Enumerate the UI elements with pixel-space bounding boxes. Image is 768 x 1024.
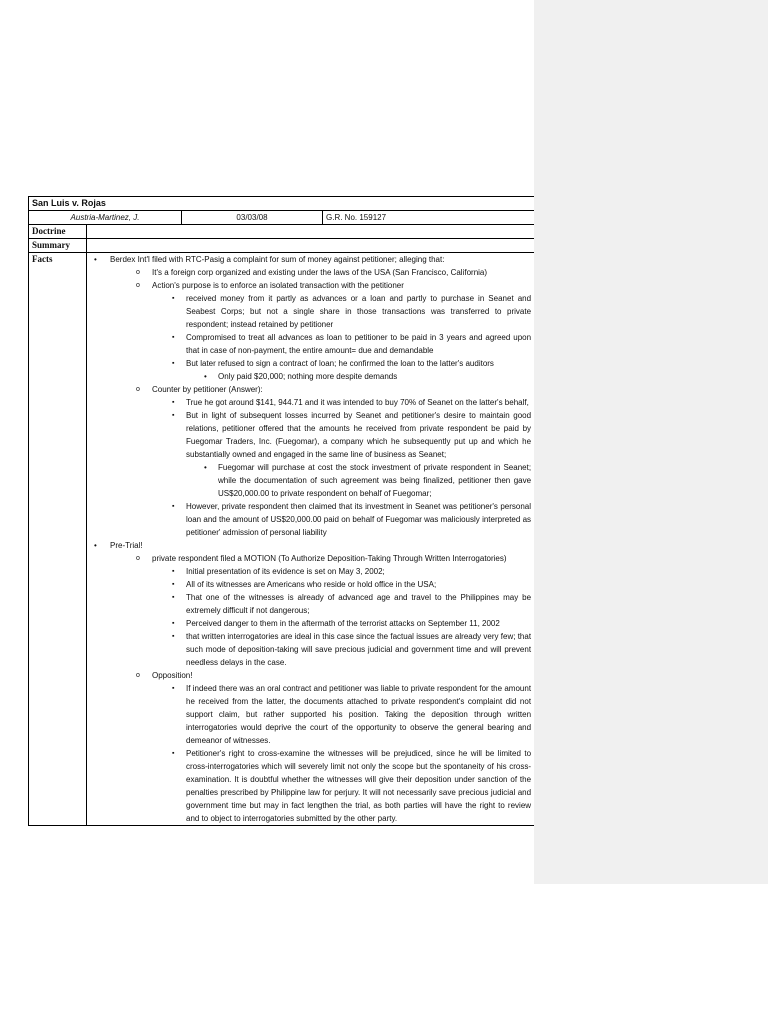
list-item: • Pre-Trial! o private respondent filed a MOTION (To Authorize Deposition-Taking Through Written Interrogatories) ▪ Initial presentation of its evidence is set on May 3, 2002; ▪ All of its witnesses are Americans who reside or hold office in the USA; ▪ That one of the witnesses is already of advanced age and travel to the Philippines may be extremely difficult if not dangerous; ▪ Perceived danger to them in the aftermath of the terrorist attacks on September 11, 2002 ▪ that written interrogatories are ideal in this case since the factual issues are already very few; that such mode of deposition-taking will save precious judicial and government time and will prevent needless delays in the case. o Opposition! ▪ If indeed there was an oral contract and petitioner was liable to private respondent for the amount he received from the latter, the documents attached to private respondent's complaint did not support claim, but rather supported his position. Taking the deposition through written interrogatories would deprive the court of the opportunity to observe the general bearing and demeanor of witnesses. ▪ Petitioner's right to cross-examine the witnesses will be prejudiced, since he will be limited to cross-interrogatories which will severely limit not only the scope but the spontaneity of his cross-examination. It is doubtful whether the witnesses will give their deposition under sanction of the penalties prescribed by Philippine law for perjury. It will not necessarily save precious judicial and government time but may in fact lengthen the trial, as both parties will have the right to review and to object to interrogatories submitted by the other party.: [90, 539, 531, 825]
list-item: o Action's purpose is to enforce an isolated transaction with the petitioner ▪ received money from it partly as advances or a loan and partly to purchase in Seanet and Seabest Corps; but not a single share in those transactions was transferred to private respondent; instead retained by petitioner ▪ Compromised to treat all advances as loan to petitioner to be paid in 3 years and agreed upon that in case of non-payment, the entire amount= due and demandable ▪ But later refused to sign a contract of loan; he confirmed the loan to the latter's auditors • Only paid $20,000; nothing more despite demands: [136, 279, 531, 383]
facts-label: Facts: [29, 253, 87, 826]
list-item: ▪ Initial presentation of its evidence is set on May 3, 2002;: [170, 565, 531, 578]
list-item: • Fuegomar will purchase at cost the stock investment of private respondent in Seanet; while the documentation of such agreement was being finalized, petitioner then gave US$20,000.00 to private respondent on behalf of Fuegomar;: [202, 461, 531, 500]
comment-pane: [534, 0, 768, 884]
facts-list: [90, 253, 531, 825]
decision-date: 03/03/08: [182, 211, 323, 225]
list-item: ▪ If indeed there was an oral contract and petitioner was liable to private respondent for the amount he received from the latter, the documents attached to private respondent's complaint did not support claim, but rather supported his position. Taking the deposition through written interrogatories would deprive the court of the opportunity to observe the general bearing and demeanor of witnesses.: [170, 682, 531, 747]
list-item: ▪ However, private respondent then claimed that its investment in Seanet was petitioner's personal loan and the amount of US$20,000.00 paid on behalf of Fuegomar was maliciously interpreted as petitioner' admission of personal liability: [170, 500, 531, 539]
list-item: ▪ That one of the witnesses is already of advanced age and travel to the Philippines may be extremely difficult if not dangerous;: [170, 591, 531, 617]
list-item: o Counter by petitioner (Answer): ▪ True he got around $141, 944.71 and it was intended to buy 70% of Seanet on the latter's behalf, ▪ But in light of subsequent losses incurred by Seanet and petitioner's desire to maintain good relations, petitioner offered that the amounts he received from private respondent be paid by Fuegomar Traders, Inc. (Fuegomar), a company which he subsequently put up and which he substantially owned and engaged in the same line of business as Seanet; • Fuegomar will purchase at cost the stock investment of private respondent in Seanet; while the documentation of such agreement was being finalized, petitioner then gave US$20,000.00 to private respondent on behalf of Fuegomar; ▪ However, private respondent then claimed that its investment in Seanet was petitioner's personal loan and the amount of US$20,000.00 paid on behalf of Fuegomar was maliciously interpreted as petitioner' admission of personal liability: [136, 383, 531, 539]
list-item: ▪ But in light of subsequent losses incurred by Seanet and petitioner's desire to maintain good relations, petitioner offered that the amounts he received from private respondent be paid by Fuegomar Traders, Inc. (Fuegomar), a company which he subsequently put up and which he substantially owned and engaged in the same line of business as Seanet; • Fuegomar will purchase at cost the stock investment of private respondent in Seanet; while the documentation of such agreement was being finalized, petitioner then gave US$20,000.00 to private respondent on behalf of Fuegomar;: [170, 409, 531, 500]
doctrine-content: [87, 225, 535, 239]
list-item: • Only paid $20,000; nothing more despite demands: [202, 370, 531, 383]
list-item: o private respondent filed a MOTION (To Authorize Deposition-Taking Through Written Interrogatories) ▪ Initial presentation of its evidence is set on May 3, 2002; ▪ All of its witnesses are Americans who reside or hold office in the USA; ▪ That one of the witnesses is already of advanced age and travel to the Philippines may be extremely difficult if not dangerous; ▪ Perceived danger to them in the aftermath of the terrorist attacks on September 11, 2002 ▪ that written interrogatories are ideal in this case since the factual issues are already very few; that such mode of deposition-taking will save precious judicial and government time and will prevent needless delays in the case.: [136, 552, 531, 669]
doctrine-label: Doctrine: [29, 225, 87, 239]
list-item: ▪ received money from it partly as advances or a loan and partly to purchase in Seanet and Seabest Corps; but not a single share in those transactions was transferred to private respondent; instead retained by petitioner: [170, 292, 531, 331]
list-item: ▪ All of its witnesses are Americans who reside or hold office in the USA;: [170, 578, 531, 591]
summary-label: Summary: [29, 239, 87, 253]
list-item: ▪ But later refused to sign a contract of loan; he confirmed the loan to the latter's auditors • Only paid $20,000; nothing more despite demands: [170, 357, 531, 383]
list-item: ▪ Compromised to treat all advances as loan to petitioner to be paid in 3 years and agreed upon that in case of non-payment, the entire amount= due and demandable: [170, 331, 531, 357]
case-digest-table: [28, 196, 535, 826]
list-item: ▪ True he got around $141, 944.71 and it was intended to buy 70% of Seanet on the latter's behalf,: [170, 396, 531, 409]
list-item: • Berdex Int'l filed with RTC-Pasig a complaint for sum of money against petitioner; alleging that: o It's a foreign corp organized and existing under the laws of the USA (San Francisco, California) o Action's purpose is to enforce an isolated transaction with the petitioner ▪ received money from it partly as advances or a loan and partly to purchase in Seanet and Seabest Corps; but not a single share in those transactions was transferred to private respondent; instead retained by petitioner ▪ Compromised to treat all advances as loan to petitioner to be paid in 3 years and agreed upon that in case of non-payment, the entire amount= due and demandable ▪ But later refused to sign a contract of loan; he confirmed the loan to the latter's auditors • Only paid $20,000; nothing more despite demands o Counter by petitioner (Answer): ▪ True he got around $141, 944.71 and it was intended to buy 70% of Seanet on the latter's behalf, ▪ But in light of subsequent losses incurred by Seanet and petitioner's desire to maintain good relations, petitioner offered that the amounts he received from private respondent be paid by Fuegomar Traders, Inc. (Fuegomar), a company which he subsequently put up and which he substantially owned and engaged in the same line of business as Seanet; • Fuegomar will purchase at cost the stock investment of private respondent in Seanet; while the documentation of such agreement was being finalized, petitioner then gave US$20,000.00 to private respondent on behalf of Fuegomar; ▪ However, private respondent then claimed that its investment in Seanet was petitioner's personal loan and the amount of US$20,000.00 paid on behalf of Fuegomar was maliciously interpreted as petitioner' admission of personal liability: [90, 253, 531, 539]
list-item: ▪ Petitioner's right to cross-examine the witnesses will be prejudiced, since he will be limited to cross-interrogatories which will severely limit not only the scope but the spontaneity of his cross-examination. It is doubtful whether the witnesses will give their deposition under sanction of the penalties prescribed by Philippine law for perjury. It will not necessarily save precious judicial and government time but may in fact lengthen the trial, as both parties will have the right to review and to object to interrogatories submitted by the other party.: [170, 747, 531, 825]
ponente: Austria-Martinez, J.: [29, 211, 182, 225]
list-item: o It's a foreign corp organized and existing under the laws of the USA (San Francisco, California): [136, 266, 531, 279]
summary-content: [87, 239, 535, 253]
list-item: ▪ Perceived danger to them in the aftermath of the terrorist attacks on September 11, 2002: [170, 617, 531, 630]
list-item: o Opposition! ▪ If indeed there was an oral contract and petitioner was liable to private respondent for the amount he received from the latter, the documents attached to private respondent's complaint did not support claim, but rather supported his position. Taking the deposition through written interrogatories would deprive the court of the opportunity to observe the general bearing and demeanor of witnesses. ▪ Petitioner's right to cross-examine the witnesses will be prejudiced, since he will be limited to cross-interrogatories which will severely limit not only the scope but the spontaneity of his cross-examination. It is doubtful whether the witnesses will give their deposition under sanction of the penalties prescribed by Philippine law for perjury. It will not necessarily save precious judicial and government time but may in fact lengthen the trial, as both parties will have the right to review and to object to interrogatories submitted by the other party.: [136, 669, 531, 825]
list-item: ▪ that written interrogatories are ideal in this case since the factual issues are already very few; that such mode of deposition-taking will save precious judicial and government time and will prevent needless delays in the case.: [170, 630, 531, 669]
case-title: San Luis v. Rojas: [29, 197, 535, 211]
gr-number: G.R. No. 159127: [323, 211, 535, 225]
facts-content: [87, 253, 535, 826]
